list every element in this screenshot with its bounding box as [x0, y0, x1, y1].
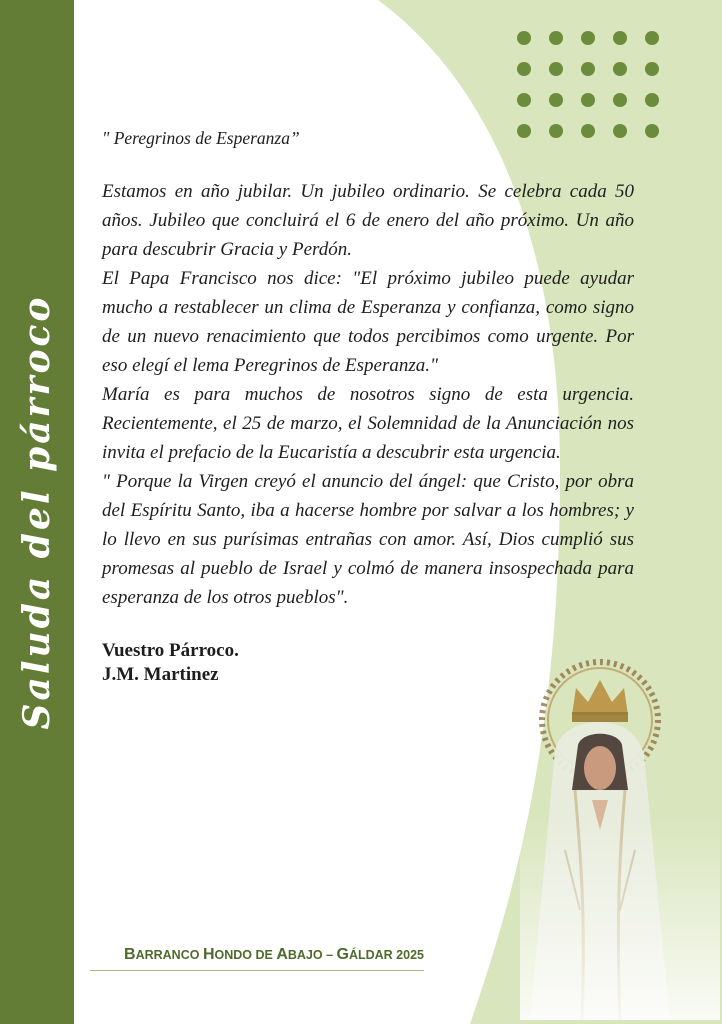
virgin-statue-image: [520, 650, 720, 1020]
letter-paragraph: " Porque la Virgen creyó el anuncio del ángel: que Cristo, por obra del Espíritu Santo, iba a hacerse hombre por salvar a los hombres; y lo llevo en sus purísimas entrañas con amor. Así, Dios cumplió sus promesas al pueblo de Israel y colmó de manera insospechada para esperanza de los otros pueblos".: [102, 471, 634, 608]
footer-letter: G: [336, 946, 349, 963]
signature-title: Vuestro Párroco.: [102, 640, 239, 661]
sidebar-title: Saluda del párroco: [16, 294, 58, 730]
footer-word: BAJO –: [287, 948, 337, 962]
footer-letter: A: [276, 946, 288, 963]
letter-text: [102, 177, 634, 612]
letter-paragraph: El Papa Francisco nos dice: "El próximo jubileo puede ayudar mucho a restablecer un clima de Esperanza y confianza, como signo de un nuevo renacimiento que todos percibimos como urgente. Por eso elegí el lema Peregrinos de Esperanza.": [102, 268, 634, 376]
decorative-dot-grid: [517, 31, 659, 138]
footer-letter: B: [124, 946, 136, 963]
footer-letter: H: [202, 946, 215, 963]
signature-name: J.M. Martinez: [102, 664, 219, 685]
letter-paragraph: María es para muchos de nosotros signo de esta urgencia. Recientemente, el 25 de marzo, el Solemnidad de la Anunciación nos invita el prefacio de la Eucaristía a descubrir esta urgencia.: [102, 384, 634, 463]
sidebar-band: [0, 0, 74, 1024]
letter-paragraph: Estamos en año jubilar. Un jubileo ordinario. Se celebra cada 50 años. Jubileo que concluirá el 6 de enero del año próximo. Un año para descubrir Gracia y Perdón.: [102, 181, 634, 260]
footer-caption: [90, 946, 424, 971]
footer-word: ÁLDAR 2025: [348, 948, 424, 962]
footer-word: ONDO DE: [214, 948, 277, 962]
footer-word: ARRANCO: [135, 948, 203, 962]
letter-body: [102, 128, 634, 687]
letter-heading: " Peregrinos de Esperanza”: [102, 128, 300, 148]
